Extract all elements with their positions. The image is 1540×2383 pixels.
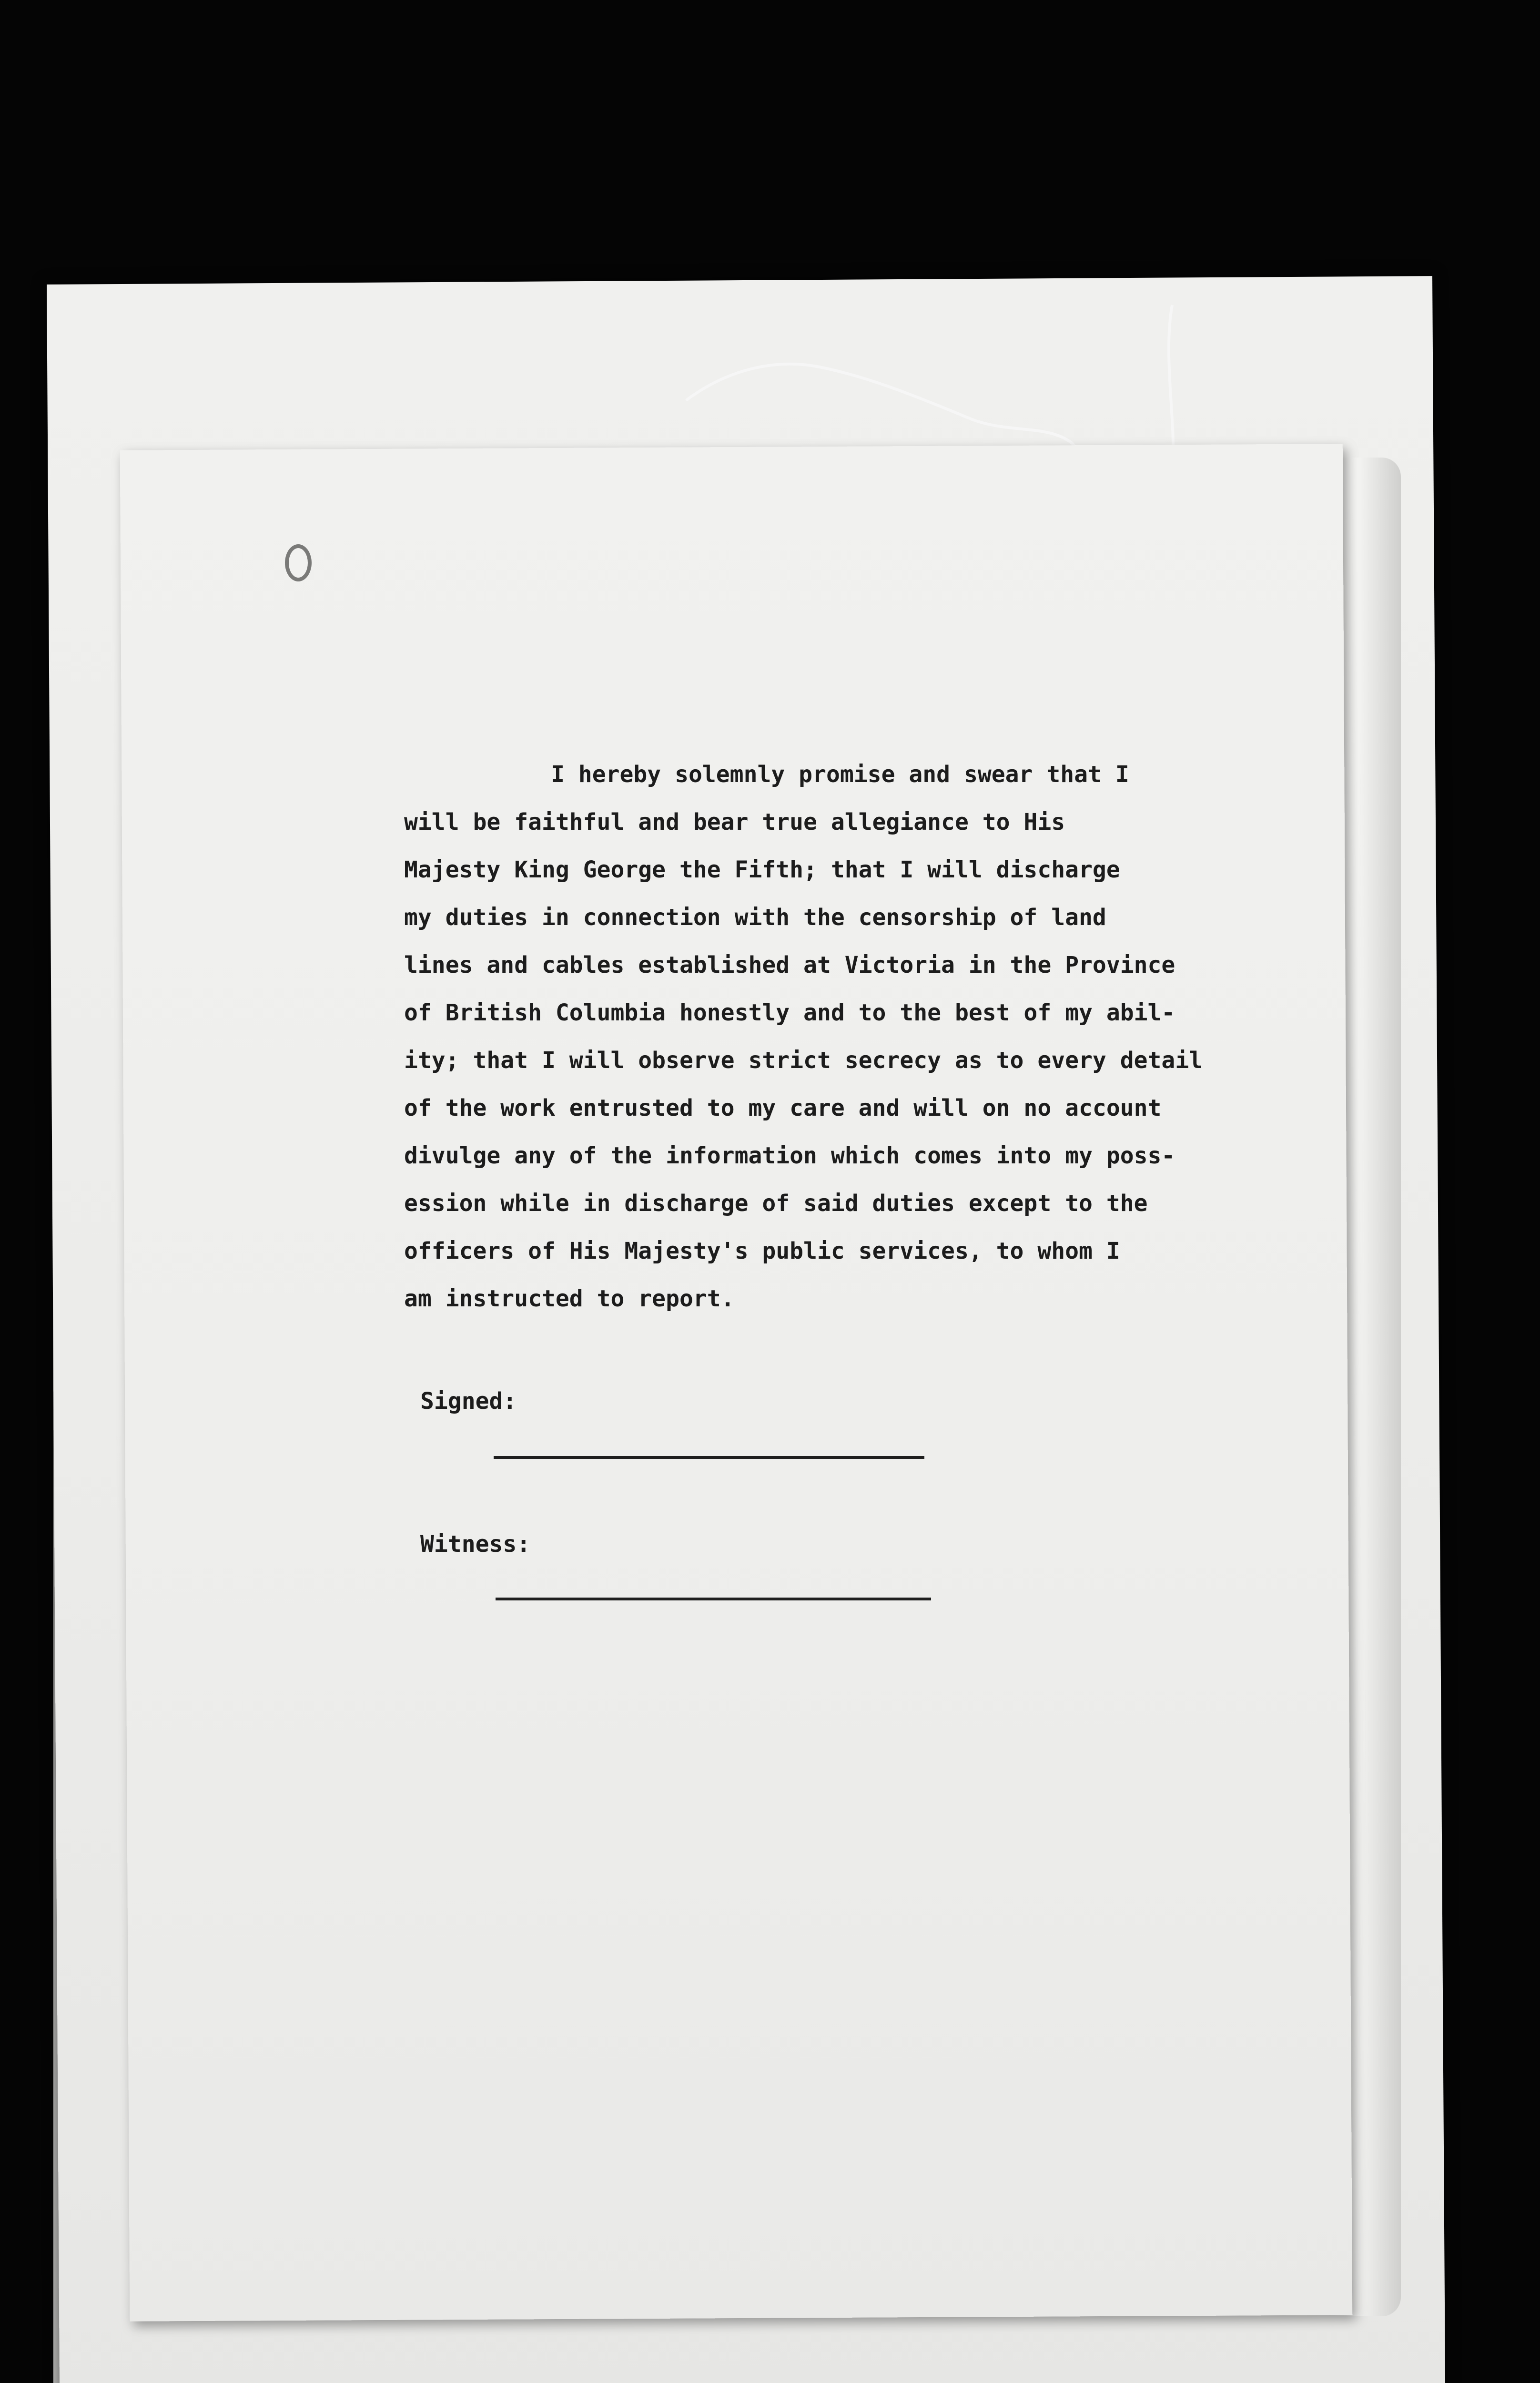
oath-line: officers of His Majesty's public services, to whom I [404, 1238, 1120, 1264]
oath-line: lines and cables established at Victoria in the Province [404, 952, 1175, 978]
signature-line [494, 1456, 924, 1459]
document-page [120, 444, 1353, 2321]
oath-line: divulge any of the information which comes into my poss- [404, 1142, 1175, 1169]
oath-text [404, 751, 1309, 1323]
oath-line: I hereby solemnly promise and swear that I [551, 761, 1129, 788]
oath-line: of the work entrusted to my care and will on no account [404, 1095, 1162, 1121]
oath-line: Majesty King George the Fifth; that I will discharge [404, 856, 1120, 883]
punch-hole [285, 544, 312, 581]
oath-line: of British Columbia honestly and to the best of my abil- [404, 999, 1175, 1026]
oath-line: will be faithful and bear true allegiance to His [404, 809, 1065, 835]
witness-signature-line [496, 1598, 931, 1600]
oath-line: am instructed to report. [404, 1285, 735, 1312]
oath-line: ity; that I will observe strict secrecy as to every detail [404, 1047, 1203, 1074]
witness-label: Witness: [420, 1531, 531, 1558]
oath-line: my duties in connection with the censorship of land [404, 904, 1106, 931]
signed-label: Signed: [420, 1388, 517, 1415]
oath-line: ession while in discharge of said duties except to the [404, 1190, 1148, 1217]
